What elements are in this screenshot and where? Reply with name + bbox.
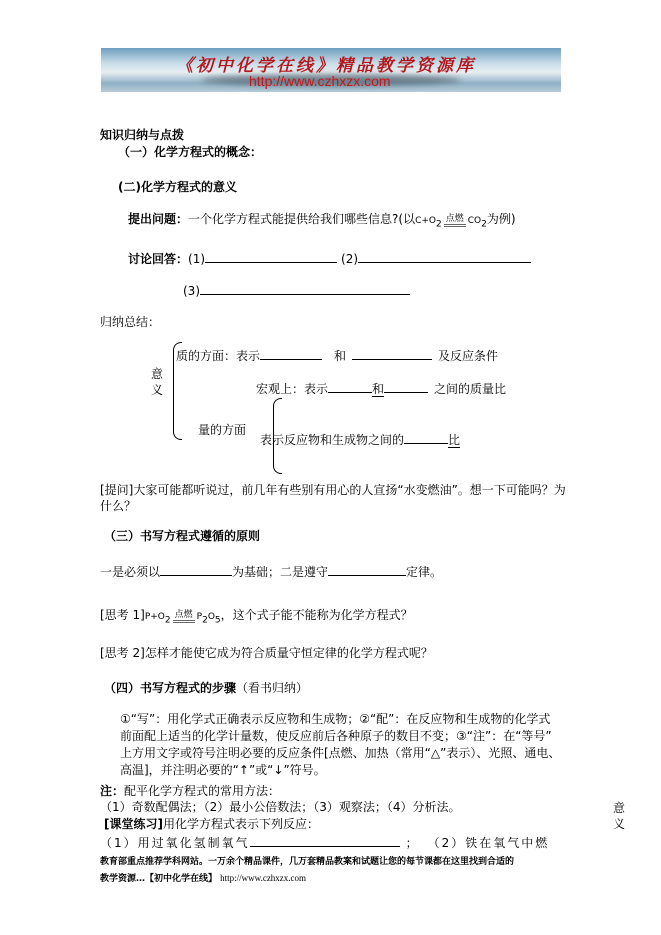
- quality-tail: 及反应条件: [438, 349, 499, 363]
- discuss-label: 讨论回答：: [128, 252, 189, 266]
- discuss-row-3: [183, 282, 410, 299]
- question-line-1: [提问]大家可能都听说过，前几年有些别有用心的人宣扬“水变燃油”。想一下可能吗？为: [100, 483, 566, 497]
- note-label: 注：: [100, 784, 125, 798]
- answer-3-label: (3): [183, 284, 200, 298]
- practice-q2: （2）铁在氧气中燃: [433, 836, 550, 850]
- discuss-row: [128, 250, 531, 267]
- site-banner: [101, 48, 561, 92]
- ask-label: 提出问题：: [128, 212, 189, 226]
- ask-text: 一个化学方程式能提供给我们哪些信息?(以: [188, 212, 416, 226]
- section-1-title: （一）化学方程式的概念：: [118, 145, 263, 159]
- step-line: ①“写”：用化学式正确表示反应物和生成物；②“配”：在反应物和生成物的化学式: [120, 712, 551, 726]
- separator: ；: [405, 836, 420, 850]
- step-line: 前面配上适当的化学计量数，使反应前后各种原子的数目不变；③“注”：在“等号”: [120, 729, 552, 743]
- footer-url[interactable]: http://www.czhxzx.com: [220, 873, 307, 883]
- quantity-label: 量的方面: [198, 423, 247, 437]
- micro-blank[interactable]: [404, 431, 448, 444]
- answer-3-blank[interactable]: [200, 282, 410, 295]
- question-line-2: 什么？: [100, 499, 137, 513]
- sub: 5: [214, 615, 221, 626]
- practice-text: 用化学方程式表示下列反应：: [162, 817, 319, 831]
- steps: [120, 711, 560, 779]
- ask-tail: 为例): [486, 212, 516, 226]
- reaction-condition: 点燃: [173, 611, 195, 623]
- summary-label: 归纳总结：: [100, 315, 161, 329]
- section-2-title: (二)化学方程式的意义: [118, 180, 237, 194]
- banner-title: 《初中化学在线》精品教学资源库: [176, 56, 476, 76]
- macro-row: [256, 380, 506, 397]
- formula-sub: 2: [436, 219, 442, 230]
- formula-left: C+O: [415, 216, 436, 226]
- section-4-title: [104, 681, 308, 696]
- section-3-title: （三）书写方程式遵循的原则: [104, 529, 261, 543]
- macro-blank-2[interactable]: [384, 380, 428, 393]
- banner-url[interactable]: http://www.czhxzx.com: [249, 73, 391, 89]
- answer-2-blank[interactable]: [358, 250, 531, 263]
- section-4-heading: （四）书写方程式的步骤: [104, 681, 237, 695]
- step-line: 上方用文字或符号注明必要的反应条件[点燃、加热（常用“△”表示）、光照、通电、: [120, 746, 561, 760]
- principle-blank-2[interactable]: [328, 563, 406, 576]
- oxygen: O: [207, 612, 215, 622]
- meaning-label: 意义: [151, 367, 164, 397]
- practice-q1: （1）用过氧化氢制氧气: [100, 836, 250, 850]
- macro-label: 宏观上：表示: [256, 382, 329, 396]
- practice-q1-blank[interactable]: [250, 834, 400, 847]
- think-1-left: P+O: [144, 612, 165, 622]
- step-line: 高温]，并注明必要的“↑”或“↓”符号。: [120, 763, 326, 777]
- note-title: [100, 784, 280, 799]
- macro-tail: 之间的质量比: [434, 382, 507, 396]
- sub: 2: [202, 615, 208, 626]
- reaction-condition: 点燃: [444, 215, 466, 227]
- quality-label: 质的方面：表示: [176, 349, 261, 363]
- think-1-text: ，这个式子能不能称为化学方程式？: [220, 608, 413, 622]
- answer-2-label: (2): [341, 252, 359, 266]
- principle-2: 为基础；二是遵守: [232, 565, 329, 579]
- think-2: [思考 2]怎样才能使它成为符合质量守恒定律的化学方程式呢？: [100, 646, 433, 660]
- think-1-label: [思考 1]: [100, 608, 145, 622]
- principle-row: [100, 563, 442, 580]
- micro-row: [260, 431, 460, 448]
- formula-sub: 2: [481, 219, 487, 230]
- section-heading: 知识归纳与点拨: [100, 128, 185, 142]
- overlay-meaning-label: 意义: [612, 801, 625, 831]
- practice-row: [104, 817, 319, 832]
- think-1: [100, 608, 413, 628]
- micro-label: 表示反应物和生成物之间的: [260, 433, 405, 447]
- and-text: 和: [334, 349, 347, 363]
- note-text: 配平化学方程式的常用方法：: [124, 784, 281, 798]
- micro-tail: 比: [448, 433, 461, 447]
- answer-1-label: (1): [188, 252, 206, 266]
- balancing-methods: （1）奇数配偶法；（2）最小公倍数法；（3）观察法；（4）分析法。: [100, 800, 461, 814]
- quality-row: [176, 347, 498, 364]
- footer-line-2: [100, 871, 306, 886]
- answer-1-blank[interactable]: [205, 250, 337, 263]
- macro-blank-1[interactable]: [328, 380, 372, 393]
- formula-right: CO: [467, 216, 482, 226]
- quality-blank-2[interactable]: [352, 347, 432, 360]
- sub: 2: [164, 615, 171, 626]
- principle-blank-1[interactable]: [160, 563, 232, 576]
- footer-line-1: 教育部重点推荐学科网站。一万余个精品课件，几万套精品教案和试题让您的每节课都在这里找到合适的: [100, 857, 515, 867]
- principle-3: 定律。: [406, 565, 443, 579]
- quality-blank-1[interactable]: [260, 347, 322, 360]
- and-text: 和: [372, 382, 385, 396]
- think-1-right: P: [196, 612, 203, 622]
- practice-q-row: [100, 834, 549, 851]
- principle-1: 一是必须以: [100, 565, 161, 579]
- practice-label: [课堂练习]: [104, 817, 163, 831]
- ask-question: [128, 212, 516, 232]
- footer-text: 教学资源…【初中化学在线】: [100, 874, 218, 884]
- section-4-note: （看书归纳）: [236, 681, 309, 695]
